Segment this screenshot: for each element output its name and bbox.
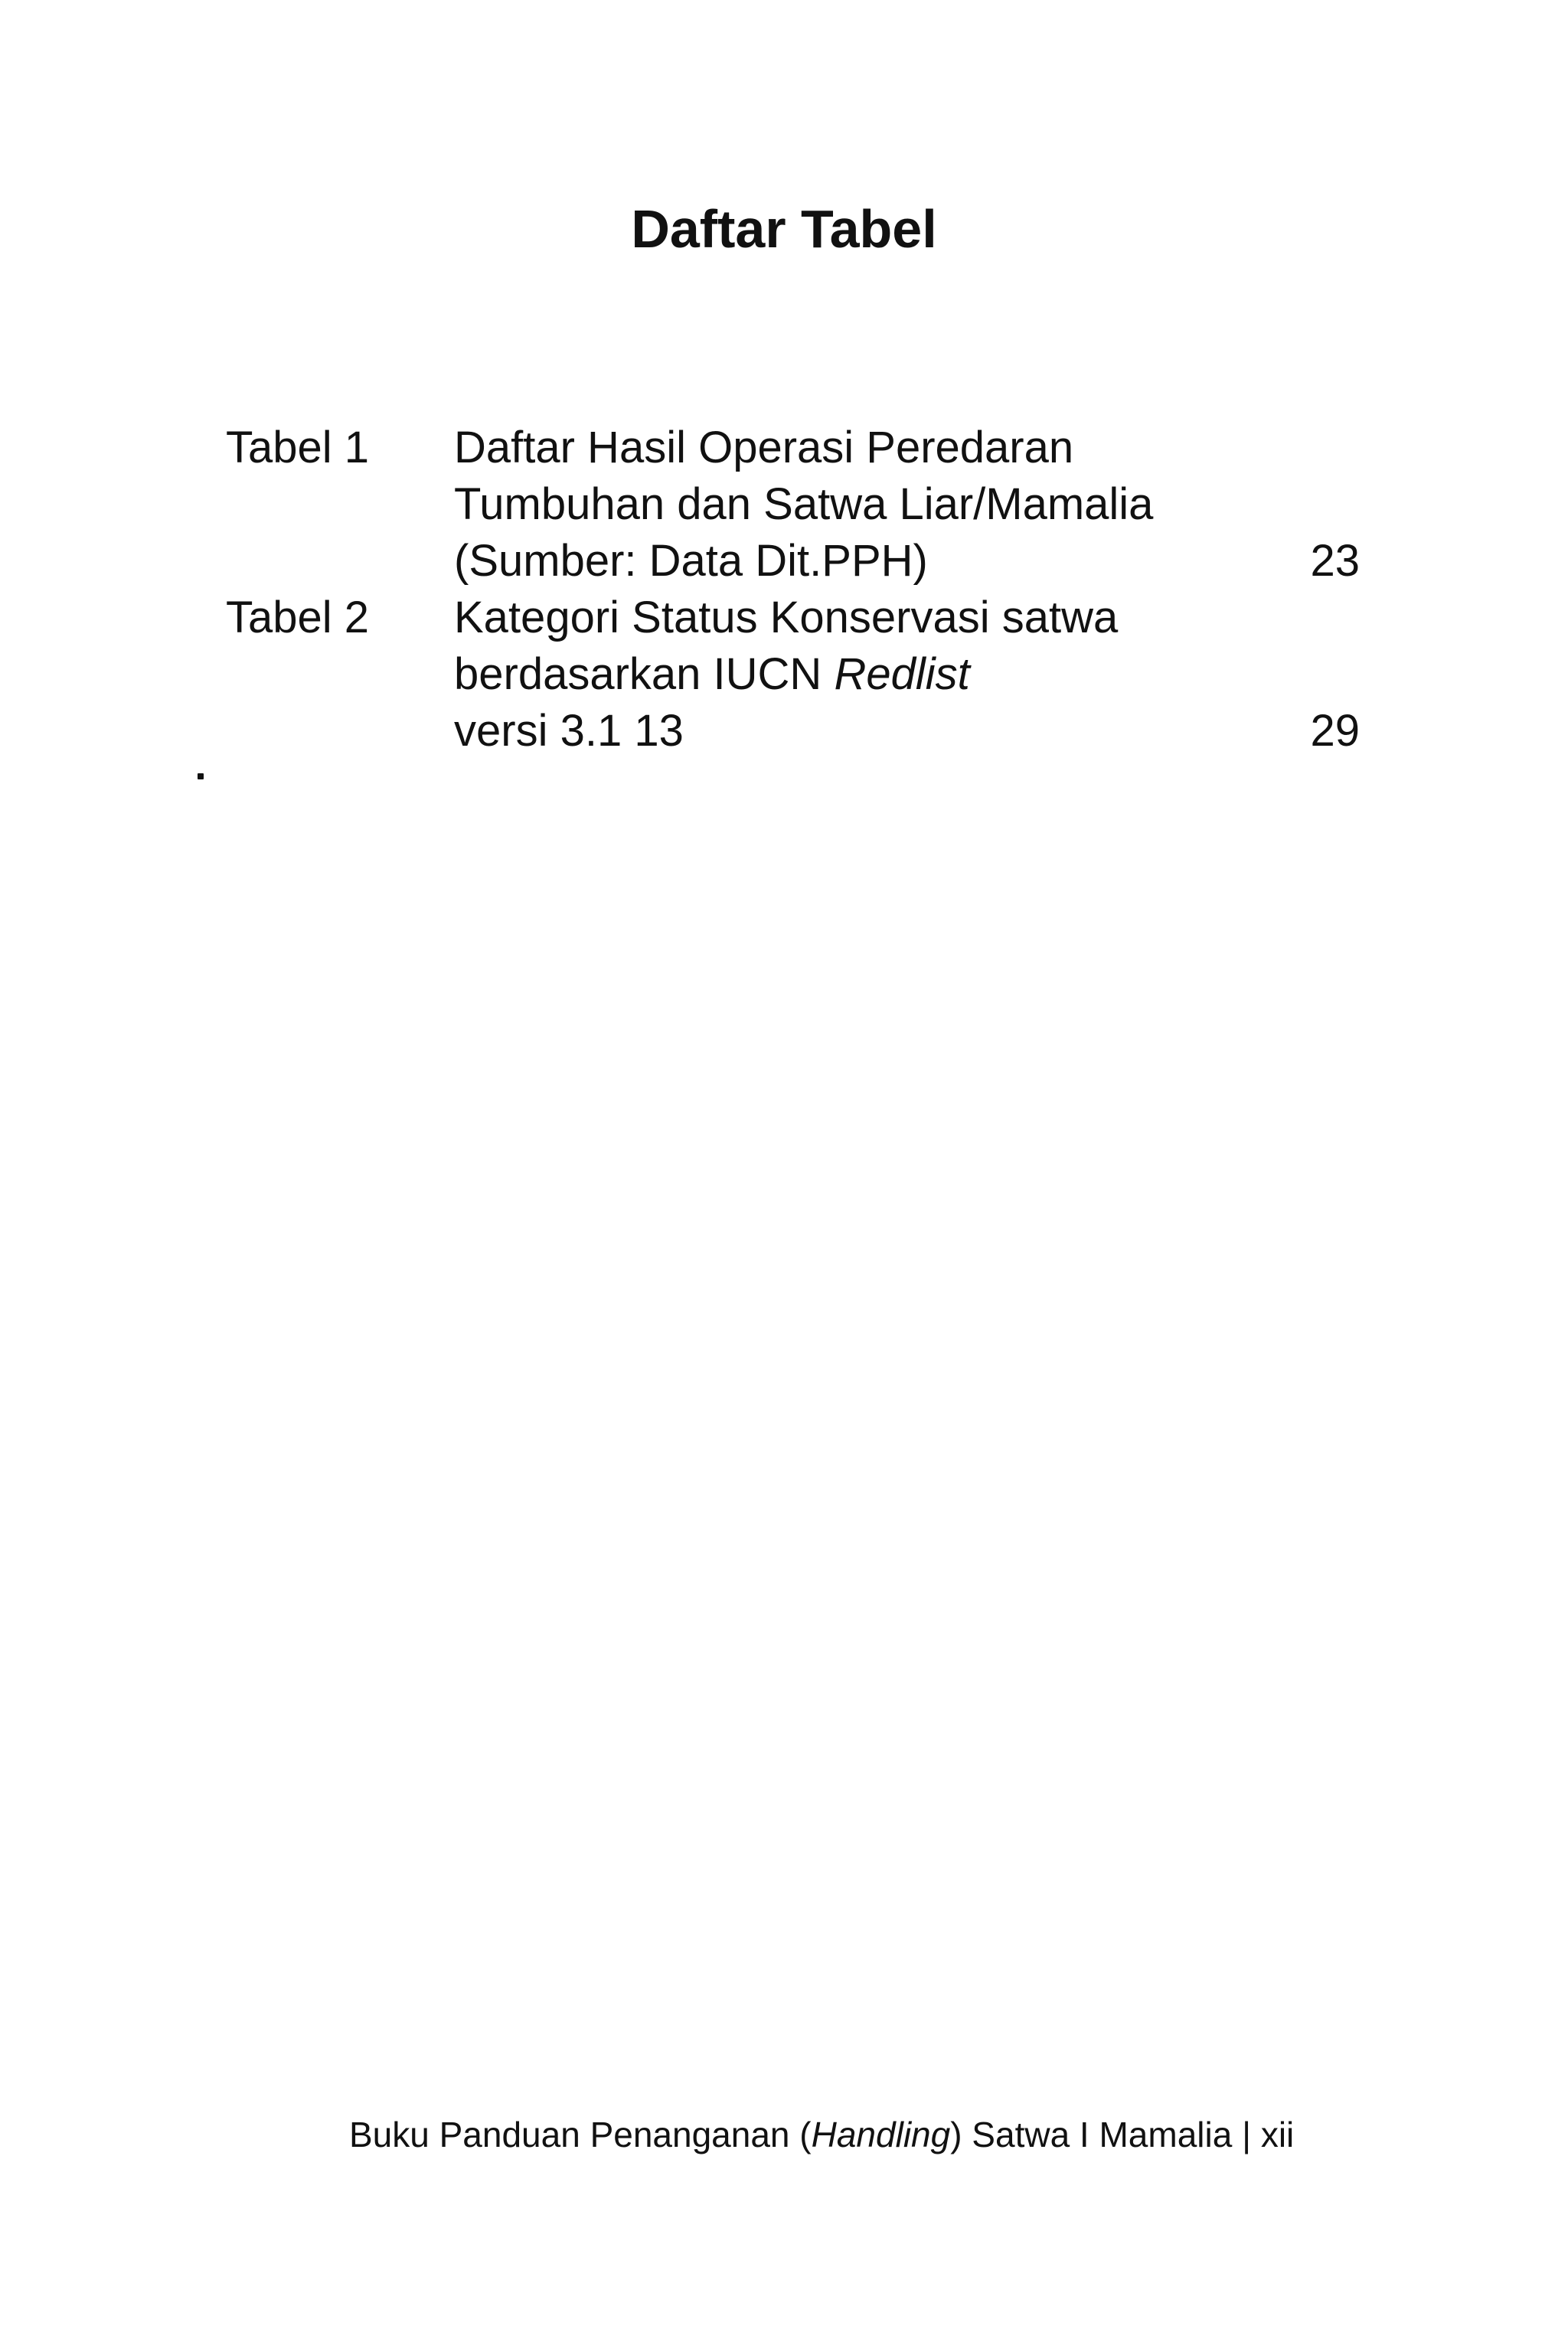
toc-entry-page-number: 23 (1310, 536, 1360, 586)
toc-entry-label: Tabel 2 (226, 593, 370, 642)
toc-entry-line (454, 646, 1403, 703)
toc-entry-line (454, 533, 1403, 590)
footer-italic-term: Handling (811, 2115, 951, 2154)
stray-dot-mark (198, 773, 204, 779)
footer-text: Buku Panduan Penanganan ( (349, 2115, 812, 2154)
page-footer (349, 2112, 1294, 2158)
toc-entry-text (454, 420, 1403, 590)
toc-entry-line-text: versi 3.1 13 (454, 706, 684, 756)
footer-text: ) Satwa I Mamalia | xii (950, 2115, 1295, 2154)
toc-entry-line: Tumbuhan dan Satwa Liar/Mamalia (454, 479, 1154, 529)
toc-entry-line: Daftar Hasil Operasi Peredaran (454, 423, 1074, 472)
toc-entry-page-number: 29 (1310, 706, 1360, 756)
toc-entry-line-text: (Sumber: Data Dit.PPH) (454, 536, 928, 586)
toc-entry-text (454, 590, 1403, 760)
page-title: Daftar Tabel (631, 199, 937, 259)
toc-entry-italic-term: Redlist (834, 649, 970, 699)
toc-entry-line-text: berdasarkan IUCN (454, 649, 835, 699)
toc-entry-line (454, 703, 1403, 760)
toc-entry-label: Tabel 1 (226, 423, 370, 472)
toc-entry-line: Kategori Status Konservasi satwa (454, 593, 1119, 642)
